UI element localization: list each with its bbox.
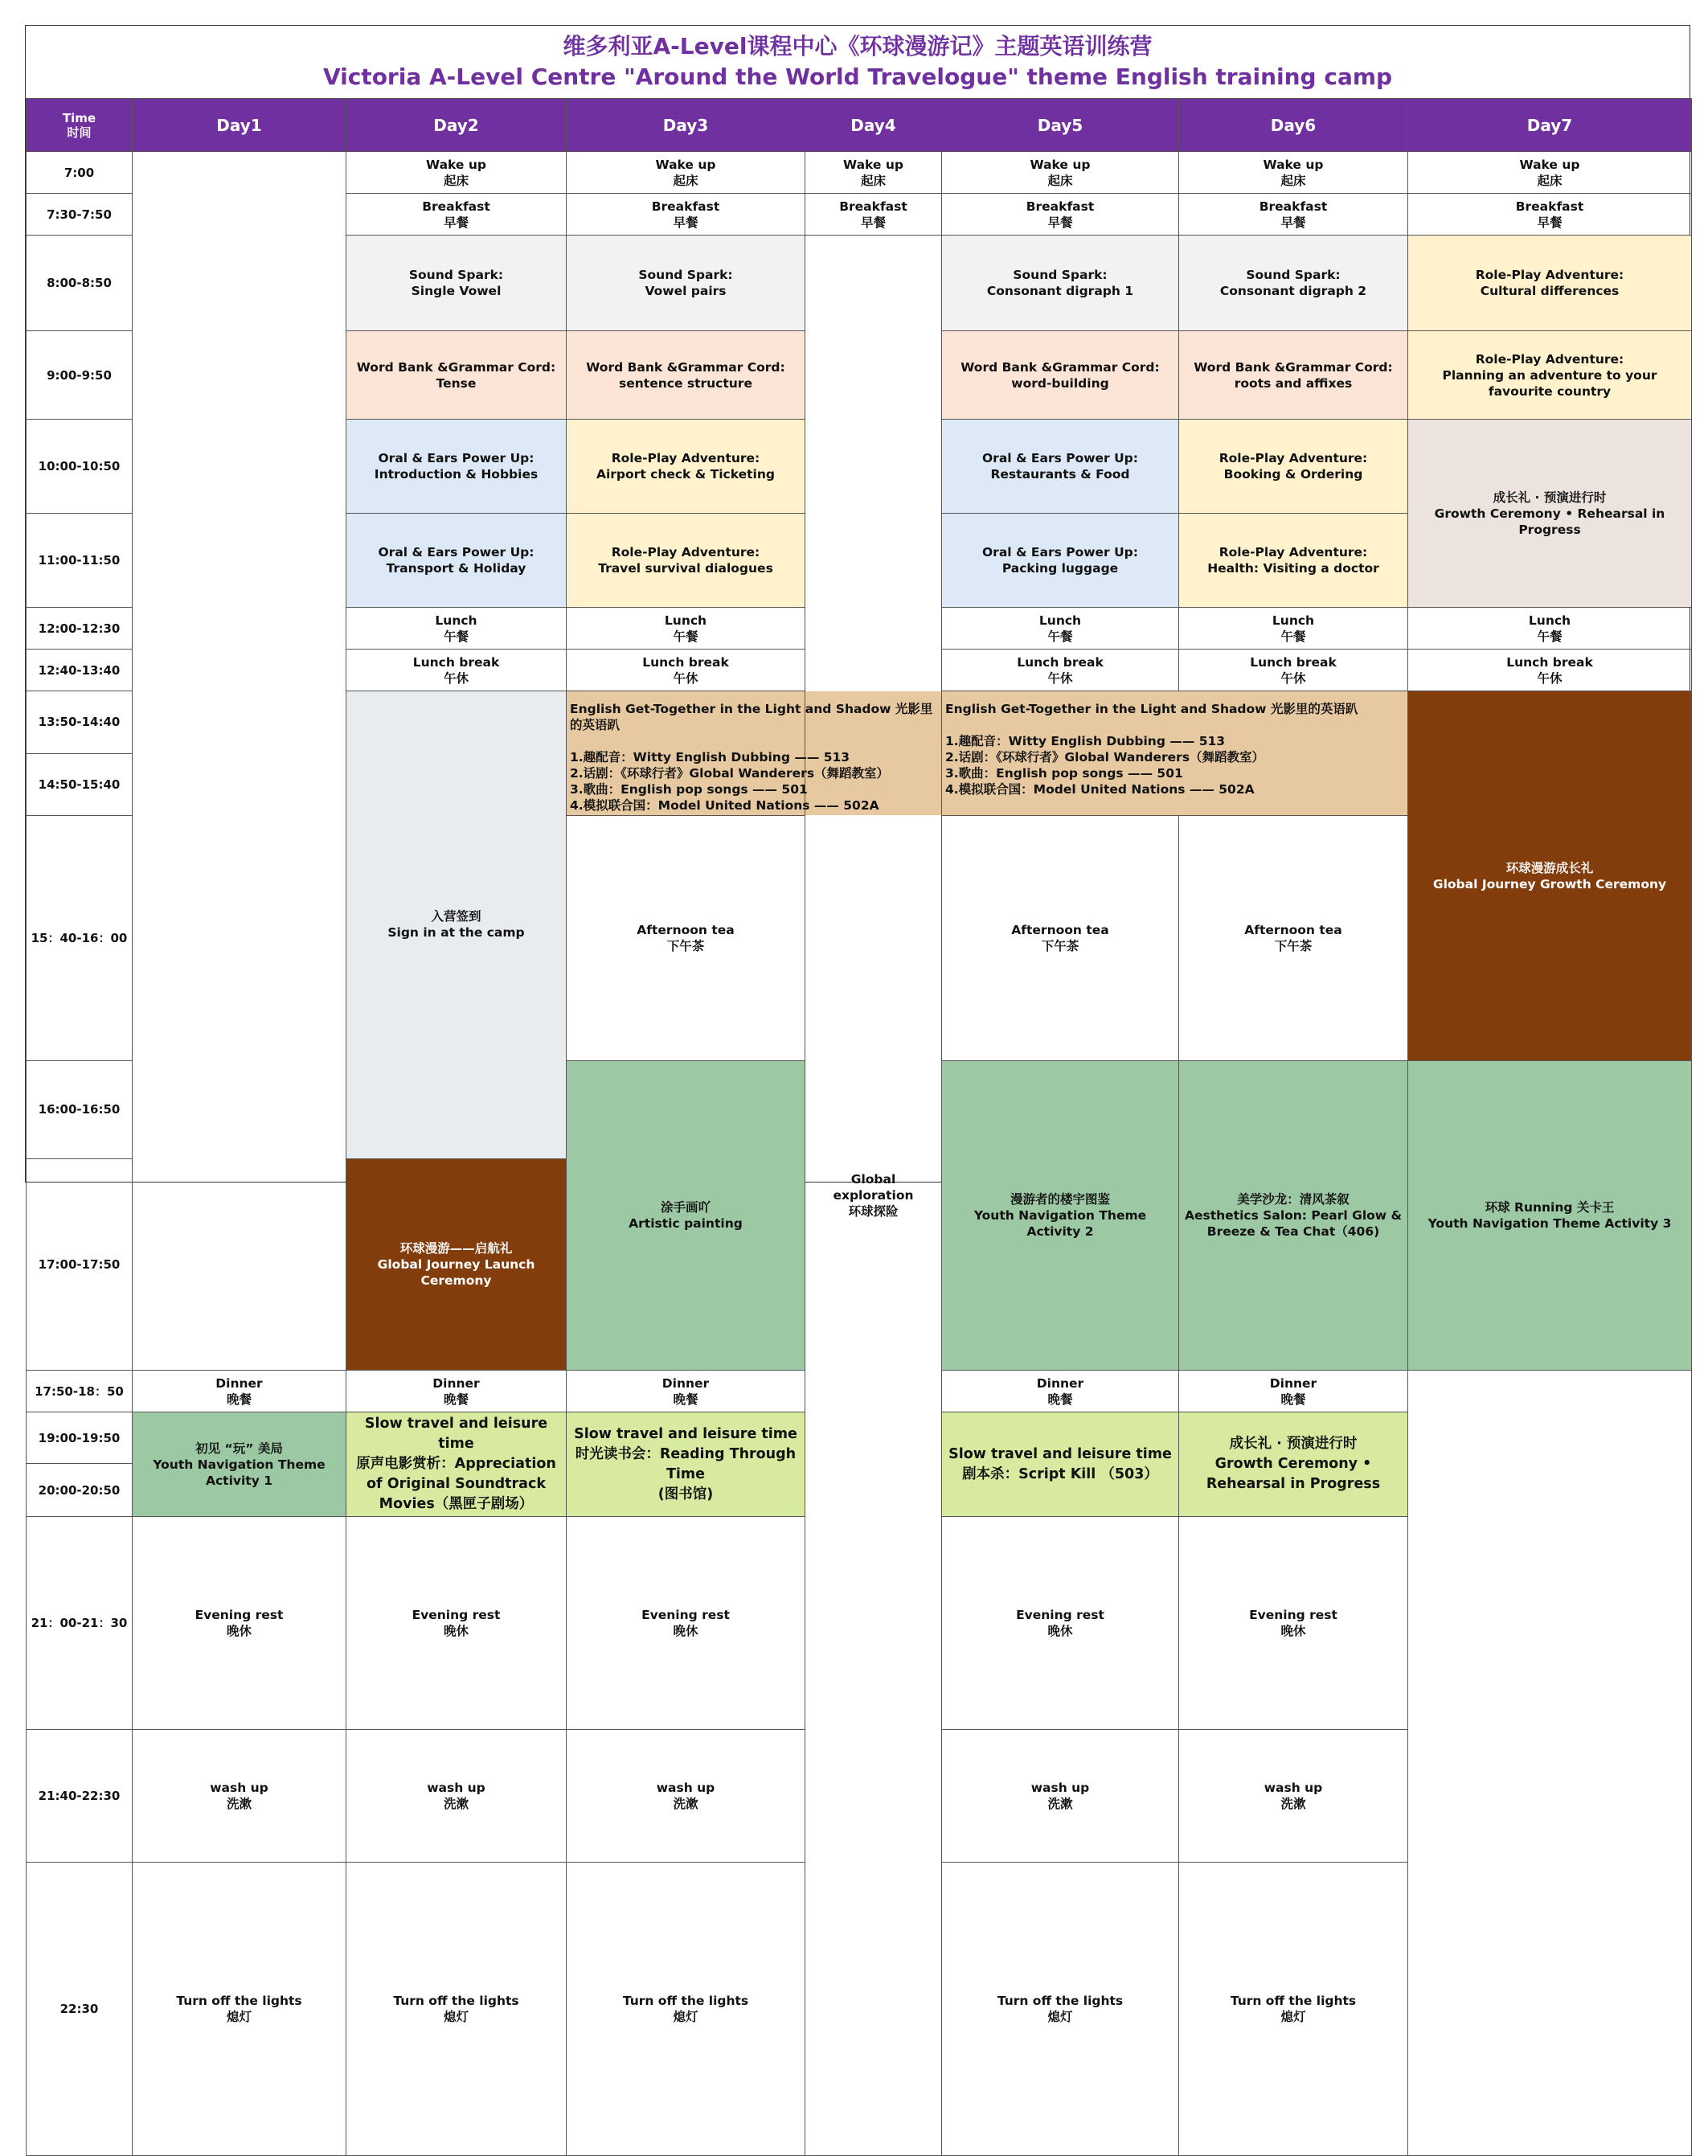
schedule-sheet bbox=[25, 25, 1690, 2024]
time-cell: 12:00-12:30 bbox=[27, 608, 133, 650]
day3-role-play: Role-Play Adventure: Travel survival dialogues bbox=[567, 514, 805, 608]
lunch-cell: Lunch 午餐 bbox=[567, 608, 805, 650]
day5-oral-ears: Oral & Ears Power Up: Restaurants & Food bbox=[942, 420, 1179, 514]
wake-up-cell: Wake up 起床 bbox=[942, 152, 1179, 194]
day2-3-get-together: English Get-Together in the Light and Shadow 光影里的英语趴 1.趣配音：Witty English Dubbing —— 513 2.话剧：《环球行者》Global Wanderers（舞蹈教室） 3.歌曲：English pop songs —— 501 4.模拟联合国：Model United Nations —— 502A bbox=[567, 691, 942, 816]
time-cell: 9:00-9:50 bbox=[27, 331, 133, 420]
lunch-break-cell: Lunch break 午休 bbox=[1408, 650, 1692, 691]
wake-up-cell: Wake up 起床 bbox=[567, 152, 805, 194]
evening-rest-cell: Evening rest 晚休 bbox=[942, 1517, 1179, 1730]
day7-role-play: Role-Play Adventure: Cultural differences bbox=[1408, 236, 1692, 331]
day4-global-exploration: Global exploration 环球探险 bbox=[805, 236, 942, 2156]
day7-growth-ceremony: 环球漫游成长礼 Global Journey Growth Ceremony bbox=[1408, 691, 1692, 1061]
time-cell: 12:40-13:40 bbox=[27, 650, 133, 691]
time-cell: 14:50-15:40 bbox=[27, 753, 133, 816]
lunch-break-cell: Lunch break 午休 bbox=[942, 650, 1179, 691]
dinner-cell: Dinner 晚餐 bbox=[346, 1371, 567, 1412]
lunch-cell: Lunch 午餐 bbox=[346, 608, 567, 650]
afternoon-tea-cell: Afternoon tea 下午茶 bbox=[1179, 816, 1408, 1061]
header-day5: Day5 bbox=[942, 99, 1179, 152]
time-cell: 21:40-22:30 bbox=[27, 1730, 133, 1863]
time-cell: 15：40-16：00 bbox=[27, 816, 133, 1061]
day5-sound-spark: Sound Spark: Consonant digraph 1 bbox=[942, 236, 1179, 331]
header-day3: Day3 bbox=[567, 99, 805, 152]
day3-slow-travel: Slow travel and leisure time 时光读书会：Reading Through Time (图书馆) bbox=[567, 1412, 805, 1517]
day1-launch-ceremony: 环球漫游——启航礼 Global Journey Launch Ceremony bbox=[346, 1158, 567, 1370]
afternoon-tea-cell: Afternoon tea 下午茶 bbox=[942, 816, 1179, 1061]
wake-up-cell: Wake up 起床 bbox=[1408, 152, 1692, 194]
time-cell: 13:50-14:40 bbox=[27, 691, 133, 754]
lunch-cell: Lunch 午餐 bbox=[942, 608, 1179, 650]
lights-off-cell: Turn off the lights 熄灯 bbox=[133, 1863, 346, 2156]
day6-word-bank: Word Bank &Grammar Cord: roots and affixes bbox=[1179, 331, 1408, 420]
time-cell: 7:00 bbox=[27, 152, 133, 194]
day7-growth-rehearsal: 成长礼 · 预演进行时 Growth Ceremony • Rehearsal in Progress bbox=[1408, 420, 1692, 608]
day2-word-bank: Word Bank &Grammar Cord: Tense bbox=[346, 331, 567, 420]
day5-slow-travel: Slow travel and leisure time 剧本杀：Script Kill （503） bbox=[942, 1412, 1179, 1517]
header-day6: Day6 bbox=[1179, 99, 1408, 152]
title-chinese: 维多利亚A-Level课程中心《环球漫游记》主题英语训练营 bbox=[563, 33, 1153, 59]
header-time: Time 时间 bbox=[27, 99, 133, 152]
title-english: Victoria A-Level Centre "Around the World Travelogue" theme English training camp bbox=[322, 64, 1393, 90]
time-cell: 8:00-8:50 bbox=[27, 236, 133, 331]
lights-off-cell: Turn off the lights 熄灯 bbox=[346, 1863, 567, 2156]
day1-empty-block bbox=[133, 152, 346, 1371]
time-cell: 7:30-7:50 bbox=[27, 194, 133, 236]
lunch-break-cell: Lunch break 午休 bbox=[346, 650, 567, 691]
day1-theme-activity: 初见 “玩” 美局 Youth Navigation Theme Activity 1 bbox=[133, 1412, 346, 1517]
day6-sound-spark: Sound Spark: Consonant digraph 2 bbox=[1179, 236, 1408, 331]
day2-slow-travel: Slow travel and leisure time 原声电影赏析：Appreciation of Original Soundtrack Movies（黑匣子剧场） bbox=[346, 1412, 567, 1517]
day2-artistic-painting: 涂手画吖 Artistic painting bbox=[567, 1061, 805, 1371]
wash-up-cell: wash up 洗漱 bbox=[567, 1730, 805, 1863]
day6-role-play: Role-Play Adventure: Booking & Ordering bbox=[1179, 420, 1408, 514]
header-day2: Day2 bbox=[346, 99, 567, 152]
day7-empty-evening bbox=[1408, 1371, 1692, 2156]
day5-word-bank: Word Bank &Grammar Cord: word-building bbox=[942, 331, 1179, 420]
time-cell: 19:00-19:50 bbox=[27, 1412, 133, 1464]
wake-up-cell: Wake up 起床 bbox=[805, 152, 942, 194]
breakfast-cell: Breakfast 早餐 bbox=[567, 194, 805, 236]
day1-sign-in: 入营签到 Sign in at the camp bbox=[346, 691, 567, 1159]
lights-off-cell: Turn off the lights 熄灯 bbox=[567, 1863, 805, 2156]
day3-sound-spark: Sound Spark: Vowel pairs bbox=[567, 236, 805, 331]
header-day7: Day7 bbox=[1408, 99, 1692, 152]
breakfast-cell: Breakfast 早餐 bbox=[1408, 194, 1692, 236]
lunch-break-cell: Lunch break 午休 bbox=[567, 650, 805, 691]
day6-role-play: Role-Play Adventure: Health: Visiting a doctor bbox=[1179, 514, 1408, 608]
row-0700 bbox=[27, 152, 1692, 194]
breakfast-cell: Breakfast 早餐 bbox=[346, 194, 567, 236]
day5-aesthetics-salon: 美学沙龙：清风茶叙 Aesthetics Salon: Pearl Glow & Breeze & Tea Chat（406) bbox=[1179, 1061, 1408, 1371]
wash-up-cell: wash up 洗漱 bbox=[346, 1730, 567, 1863]
time-cell: 20:00-20:50 bbox=[27, 1464, 133, 1517]
time-cell: 22:30 bbox=[27, 1863, 133, 2156]
dinner-cell: Dinner 晚餐 bbox=[133, 1371, 346, 1412]
day6-theme-activity: 环球 Running 关卡王 Youth Navigation Theme Activity 3 bbox=[1408, 1061, 1692, 1371]
afternoon-tea-cell: Afternoon tea 下午茶 bbox=[567, 816, 805, 1061]
lunch-break-cell: Lunch break 午休 bbox=[1179, 650, 1408, 691]
time-cell: 16:00-16:50 bbox=[27, 1061, 133, 1159]
time-cell: 10:00-10:50 bbox=[27, 420, 133, 514]
lunch-cell: Lunch 午餐 bbox=[1408, 608, 1692, 650]
header-day1: Day1 bbox=[133, 99, 346, 152]
evening-rest-cell: Evening rest 晚休 bbox=[567, 1517, 805, 1730]
day3-theme-activity: 漫游者的楼宇图鉴 Youth Navigation Theme Activity 2 bbox=[942, 1061, 1179, 1371]
day2-oral-ears: Oral & Ears Power Up: Transport & Holiday bbox=[346, 514, 567, 608]
dinner-cell: Dinner 晚餐 bbox=[942, 1371, 1179, 1412]
wash-up-cell: wash up 洗漱 bbox=[942, 1730, 1179, 1863]
wash-up-cell: wash up 洗漱 bbox=[1179, 1730, 1408, 1863]
day3-word-bank: Word Bank &Grammar Cord: sentence structure bbox=[567, 331, 805, 420]
header-row bbox=[27, 99, 1692, 152]
evening-rest-cell: Evening rest 晚休 bbox=[346, 1517, 567, 1730]
dinner-cell: Dinner 晚餐 bbox=[567, 1371, 805, 1412]
day2-oral-ears: Oral & Ears Power Up: Introduction & Hobbies bbox=[346, 420, 567, 514]
schedule-table bbox=[26, 98, 1692, 2156]
evening-rest-cell: Evening rest 晚休 bbox=[133, 1517, 346, 1730]
time-cell: 21：00-21：30 bbox=[27, 1517, 133, 1730]
time-cell: 17:00-17:50 bbox=[27, 1158, 133, 1370]
day3-role-play: Role-Play Adventure: Airport check & Ticketing bbox=[567, 420, 805, 514]
day2-sound-spark: Sound Spark: Single Vowel bbox=[346, 236, 567, 331]
lunch-cell: Lunch 午餐 bbox=[1179, 608, 1408, 650]
time-cell: 17:50-18：50 bbox=[27, 1371, 133, 1412]
day5-oral-ears: Oral & Ears Power Up: Packing luggage bbox=[942, 514, 1179, 608]
dinner-cell: Dinner 晚餐 bbox=[1179, 1371, 1408, 1412]
breakfast-cell: Breakfast 早餐 bbox=[805, 194, 942, 236]
day6-growth-rehearsal: 成长礼 · 预演进行时 Growth Ceremony • Rehearsal in Progress bbox=[1179, 1412, 1408, 1517]
wake-up-cell: Wake up 起床 bbox=[1179, 152, 1408, 194]
wake-up-cell: Wake up 起床 bbox=[346, 152, 567, 194]
breakfast-cell: Breakfast 早餐 bbox=[1179, 194, 1408, 236]
lights-off-cell: Turn off the lights 熄灯 bbox=[942, 1863, 1179, 2156]
title-banner bbox=[26, 26, 1690, 98]
evening-rest-cell: Evening rest 晚休 bbox=[1179, 1517, 1408, 1730]
lights-off-cell: Turn off the lights 熄灯 bbox=[1179, 1863, 1408, 2156]
time-cell: 11:00-11:50 bbox=[27, 514, 133, 608]
day5-6-get-together: English Get-Together in the Light and Shadow 光影里的英语趴 1.趣配音：Witty English Dubbing —— 513 2.话剧：《环球行者》Global Wanderers（舞蹈教室） 3.歌曲：English pop songs —— 501 4.模拟联合国：Model United Nations —— 502A bbox=[942, 691, 1408, 816]
breakfast-cell: Breakfast 早餐 bbox=[942, 194, 1179, 236]
day7-role-play-planning: Role-Play Adventure: Planning an adventure to your favourite country bbox=[1408, 331, 1692, 420]
wash-up-cell: wash up 洗漱 bbox=[133, 1730, 346, 1863]
header-day4: Day4 bbox=[805, 99, 942, 152]
